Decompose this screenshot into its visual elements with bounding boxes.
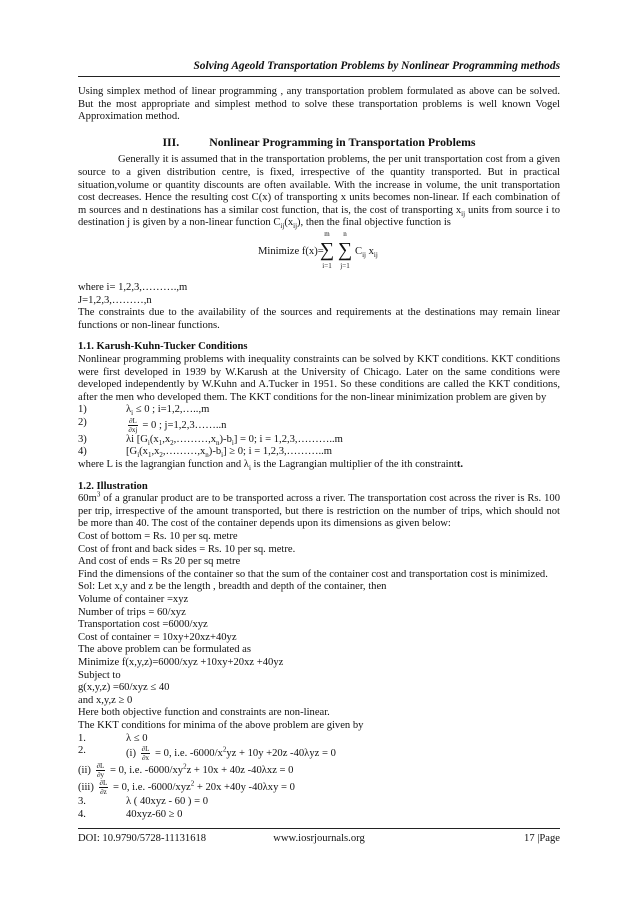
t: (ii)	[78, 765, 94, 777]
cond-text	[78, 779, 295, 796]
text-line: Find the dimensions of the container so that the sum of the container cost and transportation cost is minimized.	[78, 568, 548, 580]
term-text: C	[355, 245, 363, 257]
cond-number: 1.	[78, 732, 86, 744]
t: )-b	[219, 433, 232, 445]
s: 1	[158, 438, 163, 447]
section-number: III.	[162, 134, 180, 149]
cond-text	[126, 446, 332, 459]
kkt-condition	[78, 434, 560, 447]
s: 2	[159, 451, 163, 460]
page-body	[78, 86, 560, 821]
s: i	[137, 451, 140, 460]
footer-page-number: 17 |Page	[524, 833, 560, 844]
t: + 20x +40y -40λxy = 0	[194, 782, 295, 794]
s: n	[205, 451, 209, 460]
cond-number: 1)	[78, 404, 87, 416]
cond-number: 3)	[78, 433, 87, 445]
cond-text: 40xyz-60 ≥ 0	[126, 808, 183, 820]
frac-bot: ∂z	[100, 788, 107, 797]
formula-term	[355, 246, 378, 259]
partial-fraction	[99, 779, 109, 796]
kkt-heading: 1.1. Karush-Kuhn-Tucker Conditions	[78, 341, 248, 353]
t: = 0, i.e. -6000/xy	[107, 765, 184, 777]
t: (x	[139, 446, 148, 458]
s: 2	[170, 438, 174, 447]
s: n	[216, 438, 220, 447]
where-i: where i= 1,2,3,……….,m	[78, 281, 188, 293]
para-text: units from source i to destination j is given by a non-linear function C	[78, 204, 560, 229]
text-line: And cost of ends = Rs 20 per sq metre	[78, 556, 241, 568]
objective-formula	[78, 230, 560, 282]
cond-text	[126, 434, 343, 447]
t: ,………,x	[162, 446, 206, 458]
sum-upper: n	[343, 229, 347, 238]
lagrangian-note	[78, 459, 560, 472]
t: = 0, i.e. -6000/xyz	[110, 782, 191, 794]
footer-doi: DOI: 10.9790/5728-11131618	[78, 833, 207, 844]
t: z + 10x + 40z -40λxz = 0	[186, 765, 294, 777]
kkt-condition	[78, 417, 560, 434]
cond-number: 2)	[78, 416, 87, 428]
t: is the Lagrangian multiplier of the ith constraint	[250, 459, 457, 471]
cond-text	[126, 745, 336, 762]
t: ,x	[162, 433, 171, 445]
partial-fraction	[128, 417, 138, 434]
para-sub: ij	[280, 222, 285, 231]
text-line: and x,y,z ≥ 0	[78, 694, 133, 706]
para-sub: ij	[461, 209, 466, 218]
kkt-condition	[78, 404, 560, 417]
term-sub: ij	[373, 251, 378, 260]
where-j: J=1,2,3,………,n	[78, 294, 152, 306]
cond-number: 4)	[78, 446, 87, 458]
term-text: x	[365, 245, 374, 257]
t: ] = 0; i = 1,2,3,………..m	[233, 433, 343, 445]
intro-paragraph: Using simplex method of linear programming , any transportation problem formulated as above can be solved. But the most appropriate and simplest method to solve these transportation problems is well known Vogel Approximation method.	[78, 86, 560, 123]
t: (x	[149, 433, 159, 445]
cond-text	[126, 417, 226, 434]
t: yz + 10y +20z -40λyz = 0	[226, 748, 336, 760]
s: 1	[147, 451, 152, 460]
text-line: Here both objective function and constraints are non-linear.	[78, 707, 330, 719]
para-text: Generally it is assumed that in the transportation problems, the per unit transportation cost from a given source to a given distribution centre, is fixed, irrespective of the quantity transported. But in practical situation,volume or quantity discounts are often available. With the increase in volume, the unit transportation cost decreases. Hence the resulting cost C(x) of transporting x units becomes non-linear. If each combination of m sources and n destinations has a similar cost function, that is, the cost of transporting x	[78, 154, 560, 216]
frac-top: ∂L	[129, 416, 137, 425]
cond-number: 4.	[78, 808, 86, 820]
footer-site: www.iosrjournals.org	[273, 833, 365, 844]
para-sub: ij	[293, 222, 298, 231]
para-text: (x	[284, 217, 294, 229]
t: ,x	[151, 446, 160, 458]
cond-number: 3.	[78, 796, 86, 808]
text-line: Transportation cost =6000/xyz	[78, 619, 208, 631]
header-rule	[78, 76, 560, 77]
partial-fraction	[141, 745, 151, 762]
formula-label: Minimize f(x)=	[258, 245, 324, 257]
frac-top: ∂L	[96, 762, 105, 771]
kkt-minima-condition	[78, 796, 560, 809]
frac-top: ∂L	[141, 745, 150, 754]
s: 3	[96, 490, 101, 499]
text-line: Cost of front and back sides = Rs. 10 per sq. metre.	[78, 543, 296, 555]
illustration-paragraph	[78, 490, 560, 531]
kkt-minima-condition	[78, 779, 560, 796]
frac-bot: ∂y	[96, 771, 104, 780]
text-line: g(x,y,z) =60/xyz ≤ 40	[78, 682, 170, 694]
text-line: Volume of container =xyz	[78, 594, 189, 605]
t: [G	[126, 446, 138, 458]
term-sub: ij	[362, 251, 366, 260]
frac-top: ∂L	[99, 779, 108, 788]
t: (iii)	[78, 782, 97, 794]
sum-symbol: n ∑ j=1	[337, 229, 353, 270]
s: i	[147, 438, 150, 447]
frac-bot: ∂xj	[128, 425, 138, 434]
text-line: Cost of bottom = Rs. 10 per sq. metre	[78, 531, 238, 543]
running-header: Solving Ageold Transportation Problems by Nonlinear Programming methods	[193, 60, 560, 72]
cond-text: λ ≤ 0	[126, 732, 148, 744]
partial-fraction	[96, 762, 106, 779]
section-title: Nonlinear Programming in Transportation Problems	[209, 134, 476, 149]
section-paragraph	[78, 154, 560, 230]
text-line: Minimize f(x,y,z)=6000/xyz +10xy+20xz +40yz	[78, 656, 284, 668]
footer-rule	[78, 828, 560, 829]
t: λ	[126, 404, 132, 416]
frac-bot: ∂x	[142, 754, 150, 763]
text-line: Number of trips = 60/xyz	[78, 606, 186, 618]
s: 2	[190, 779, 195, 788]
text-line: Cost of container = 10xy+20xz+40yz	[78, 631, 237, 643]
kkt-minima-condition	[78, 809, 560, 822]
t: ,………,x	[173, 433, 217, 445]
t: (i)	[126, 748, 139, 760]
kkt-paragraph: Nonlinear programming problems with inequality constraints can be solved by KKT conditions. KKT conditions were first developed in 1939 by W.Karush at the University of Chicago. Later on the same conditions were developed independently by W.Kuhn and A.Tucker in 1951. So these conditions are called the KKT conditions, after the men who developed them. The KKT conditions for the non-linear minimization problem are given by	[78, 353, 560, 403]
t: )-b	[208, 446, 222, 458]
text-line: Sol: Let x,y and z be the length , breadth and depth of the container, then	[78, 581, 387, 593]
s: i	[231, 438, 234, 447]
kkt-minima-condition	[78, 762, 560, 779]
cond-text	[78, 762, 293, 779]
text-line: Subject to	[78, 669, 121, 681]
t: = 0 ; j=1,2,3……..n	[139, 419, 227, 431]
illustration-lines	[78, 531, 560, 733]
s: i	[221, 451, 224, 460]
cond-number: 2.	[78, 745, 86, 757]
s: 2	[183, 762, 187, 771]
s: 2	[222, 745, 227, 754]
s: i	[131, 409, 134, 418]
illustration-heading: 1.2. Illustration	[78, 480, 148, 492]
t: t.	[456, 459, 464, 471]
sum-upper: m	[324, 229, 330, 238]
kkt-minima-condition	[78, 733, 560, 746]
cond-text: λ ( 40xyz - 60 ) = 0	[126, 796, 209, 808]
text-line: The KKT conditions for minima of the above problem are given by	[78, 719, 364, 731]
t: = 0, i.e. -6000/x	[152, 748, 223, 760]
kkt-condition	[78, 446, 560, 459]
t: where L is the lagrangian function and λ	[78, 459, 249, 471]
t: λi [G	[126, 433, 148, 445]
kkt-minima-condition	[78, 745, 560, 762]
t: ] ≥ 0; i = 1,2,3,………..m	[223, 446, 333, 458]
t: 60m	[78, 493, 97, 505]
text-line: The above problem can be formulated as	[78, 644, 251, 656]
para-text: ), then the final objective function is	[297, 217, 451, 229]
cond-text	[126, 404, 209, 417]
t: ≤ 0 ; i=1,2,…..,m	[133, 404, 210, 416]
sum-lower: i=1	[322, 261, 332, 270]
sum-symbol: m ∑ i=1	[319, 229, 335, 270]
section-heading	[78, 136, 560, 149]
t: of a granular product are to be transported across a river. The transportation cost across the river is Rs. 100 per trip, irrespective of the amount transported, but there is restriction on the number of trips, which should not be more than 40. The cost of the container depends upon its dimensions as given below:	[78, 493, 560, 530]
s: i	[248, 464, 251, 473]
constraints-note: The constraints due to the availability of the sources and requirements at the destinations may remain linear functions or non-linear functions.	[78, 307, 560, 331]
sum-lower: j=1	[340, 261, 350, 270]
